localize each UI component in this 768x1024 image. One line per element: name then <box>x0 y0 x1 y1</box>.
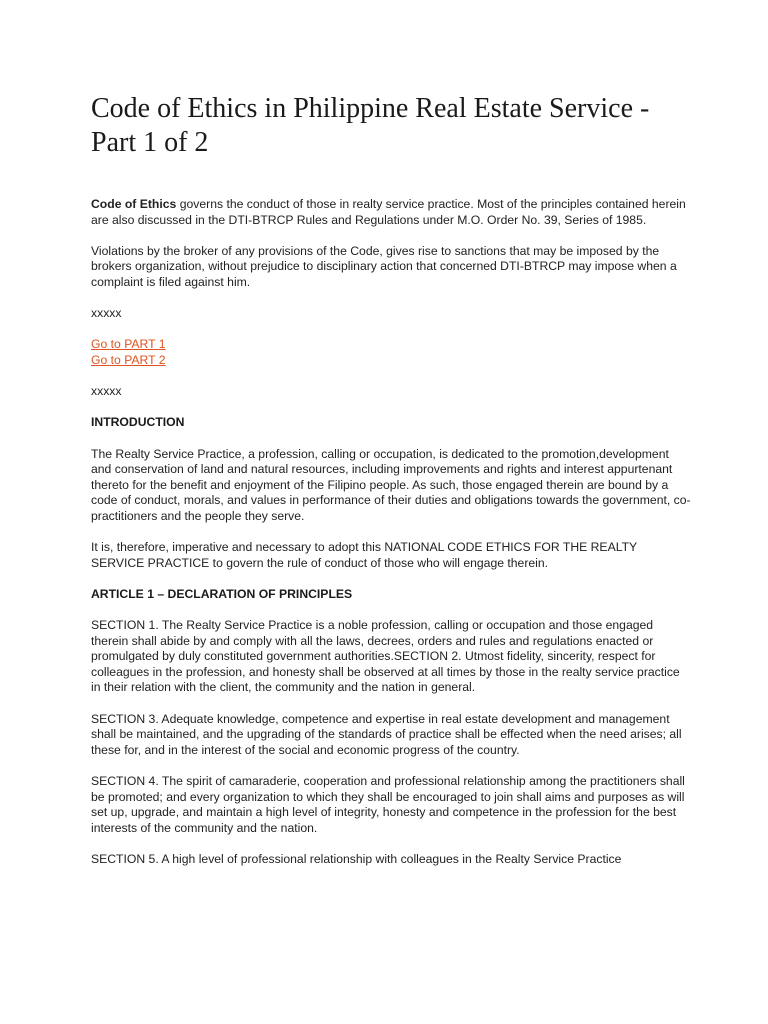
intro-text: governs the conduct of those in realty service practice. Most of the principles contained herein are also discussed in the DTI-BTRCP Rules and Regulations under M.O. Order No. 39, Series of 1985. <box>91 197 686 227</box>
introduction-paragraph-1: The Realty Service Practice, a profession, calling or occupation, is dedicated to the promotion,development and conservation of land and natural resources, including improvements and rights and interest appurtenant thereto for the benefit and enjoyment of the Filipino people. As such, those engaged therein are bound by a code of conduct, morals, and values in performance of their duties and obligations towards the government, co-practitioners and the people they serve. <box>91 446 691 523</box>
section-3-paragraph: SECTION 3. Adequate knowledge, competence and expertise in real estate development and management shall be maintained, and the upgrading of the standards of practice shall be effected when the need arises; all these for, and in the interest of the social and economic progress of the country. <box>91 711 682 757</box>
intro-bold-term: Code of Ethics <box>91 197 177 211</box>
intro-paragraph <box>91 197 691 228</box>
separator-top: xxxxx <box>91 306 122 321</box>
part-links <box>91 337 691 368</box>
page-title: Code of Ethics in Philippine Real Estate Service - Part 1 of 2 <box>91 93 650 158</box>
go-to-part-1-link[interactable]: Go to PART 1 <box>91 337 166 352</box>
article-1-heading: ARTICLE 1 – DECLARATION OF PRINCIPLES <box>91 586 353 601</box>
introduction-heading: INTRODUCTION <box>91 415 185 430</box>
violations-paragraph: Violations by the broker of any provisions of the Code, gives rise to sanctions that may be imposed by the brokers organization, without prejudice to disciplinary action that concerned DTI-BTRCP may impose when a complaint is filed against him. <box>91 243 677 289</box>
section-1-2-paragraph: SECTION 1. The Realty Service Practice is a noble profession, calling or occupation and those engaged therein shall abide by and comply with all the laws, decrees, orders and rules and regulations enacted or promulgated by duly constituted government authorities.SECTION 2. Utmost fidelity, sincerity, respect for colleagues in the profession, and honesty shall be observed at all times by those in the realty service practice in their relation with the client, the community and the nation in general. <box>91 618 680 695</box>
separator-bottom: xxxxx <box>91 384 122 399</box>
introduction-paragraph-2: It is, therefore, imperative and necessary to adopt this NATIONAL CODE ETHICS FOR THE REALTY SERVICE PRACTICE to govern the rule of conduct of those who will engage therein. <box>91 540 637 570</box>
go-to-part-2-link[interactable]: Go to PART 2 <box>91 352 166 367</box>
section-5-paragraph: SECTION 5. A high level of professional relationship with colleagues in the Realty Service Practice <box>91 851 622 866</box>
document-page <box>91 92 691 883</box>
section-4-paragraph: SECTION 4. The spirit of camaraderie, cooperation and professional relationship among the practitioners shall be promoted; and every organization to which they shall be encouraged to join shall aims and purposes as will set up, upgrade, and maintain a high level of integrity, honesty and competence in the profession for the best interests of the community and the nation. <box>91 773 685 835</box>
